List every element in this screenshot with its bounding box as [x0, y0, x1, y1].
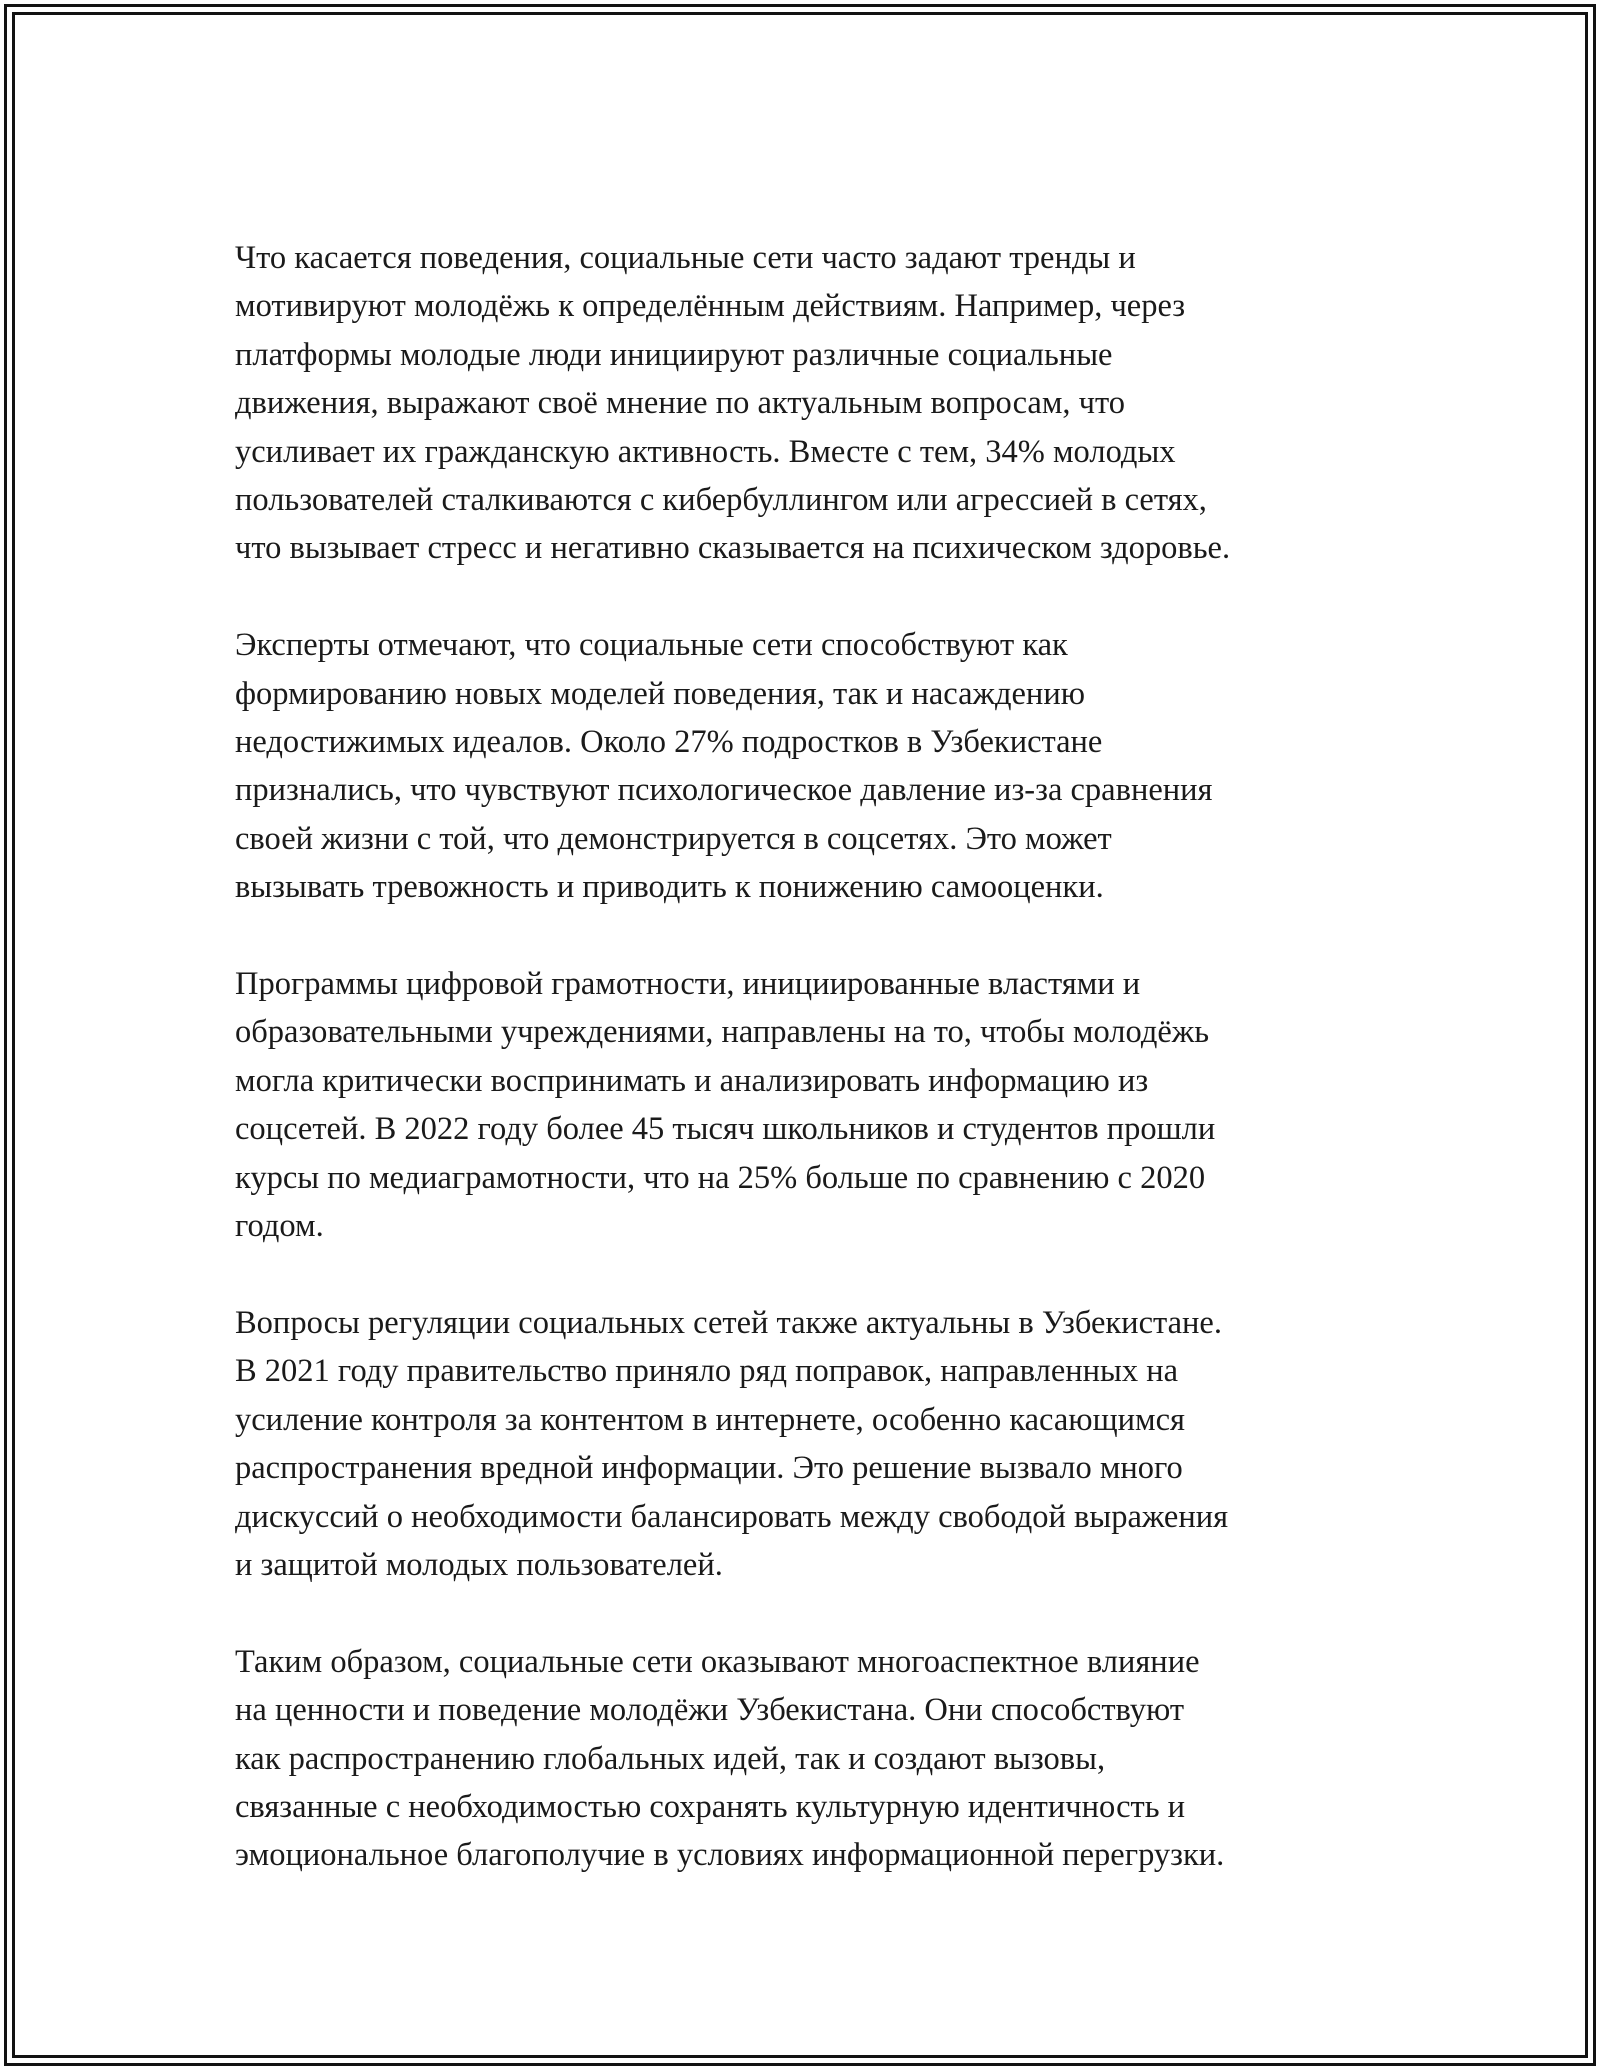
text-line: курсы по медиаграмотности, что на 25% больше по сравнению с 2020 [235, 1159, 1206, 1196]
text-line: образовательными учреждениями, направлены на то, чтобы молодёжь [235, 1014, 1210, 1051]
text-line: годом. [235, 1208, 324, 1245]
text-line: Эксперты отмечают, что социальные сети способствуют как [235, 627, 1068, 664]
paragraph-regulation [235, 1299, 1365, 1589]
text-line: распространения вредной информации. Это решение вызвало много [235, 1450, 1183, 1487]
paragraph-conclusion [235, 1638, 1365, 1880]
text-line: как распространению глобальных идей, так и создают вызовы, [235, 1740, 1106, 1777]
text-line: своей жизни с той, что демонстрируется в соцсетях. Это может [235, 820, 1112, 857]
paragraph-digital-literacy [235, 960, 1365, 1250]
text-line: что вызывает стресс и негативно сказывается на психическом здоровье. [235, 530, 1231, 567]
text-line: и защитой молодых пользователей. [235, 1546, 723, 1583]
text-line: Что касается поведения, социальные сети часто задают тренды и [235, 240, 1136, 276]
text-line: могла критически воспринимать и анализировать информацию из [235, 1062, 1149, 1099]
text-line: Программы цифровой грамотности, инициированные властями и [235, 966, 1141, 1003]
paragraph-experts [235, 621, 1365, 911]
text-line: мотивируют молодёжь к определённым действиям. Например, через [235, 288, 1186, 325]
text-line: движения, выражают своё мнение по актуальным вопросам, что [235, 385, 1126, 422]
text-line: на ценности и поведение молодёжи Узбекистана. Они способствуют [235, 1692, 1185, 1729]
text-line: Вопросы регуляции социальных сетей также актуальны в Узбекистане. [235, 1304, 1222, 1341]
text-line: вызывать тревожность и приводить к понижению самооценки. [235, 869, 1104, 906]
text-line: платформы молодые люди инициируют различные социальные [235, 336, 1113, 373]
text-line: связанные с необходимостью сохранять культурную идентичность и [235, 1788, 1186, 1825]
text-line: формированию новых моделей поведения, так и насаждению [235, 675, 1085, 712]
text-line: дискуссий о необходимости балансировать между свободой выражения [235, 1498, 1229, 1535]
text-line: признались, что чувствуют психологическое давление из-за сравнения [235, 772, 1213, 809]
text-line: усиление контроля за контентом в интернете, особенно касающимся [235, 1401, 1185, 1438]
text-line: Таким образом, социальные сети оказывают многоаспектное влияние [235, 1643, 1200, 1680]
paragraph-behavior [235, 234, 1365, 573]
text-line: недостижимых идеалов. Около 27% подростков в Узбекистане [235, 724, 1103, 761]
document-body [235, 234, 1365, 1928]
text-line: эмоциональное благополучие в условиях информационной перегрузки. [235, 1837, 1225, 1874]
text-line: соцсетей. В 2022 году более 45 тысяч школьников и студентов прошли [235, 1111, 1216, 1148]
text-line: В 2021 году правительство приняло ряд поправок, направленных на [235, 1353, 1179, 1390]
text-line: усиливает их гражданскую активность. Вместе с тем, 34% молодых [235, 433, 1176, 470]
text-line: пользователей сталкиваются с кибербуллингом или агрессией в сетях, [235, 482, 1207, 519]
